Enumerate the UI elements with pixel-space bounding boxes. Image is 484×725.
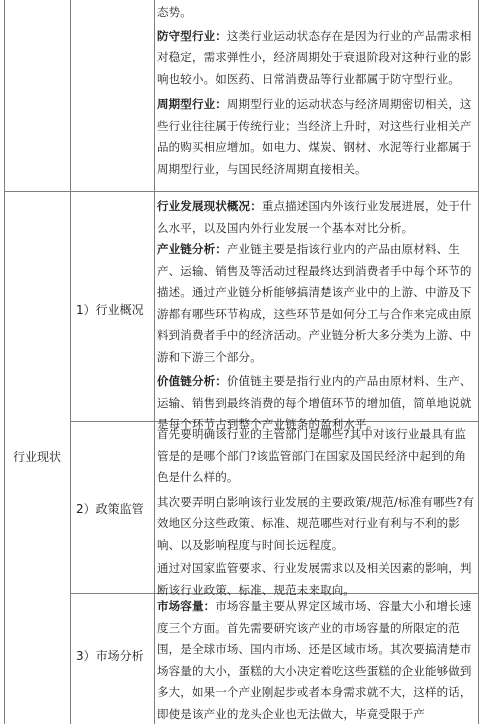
paragraph: 防守型行业：这类行业运动状态存在是因为行业的产品需求相对稳定，需求弹性小，经济周期处于衰退阶段对这种行业的影响也较小。如医药、日常消费品等行业都属于防守型行业。 xyxy=(157,28,472,86)
table-divider-section xyxy=(70,0,71,724)
section-label: 行业现状 xyxy=(13,450,62,464)
paragraph: 周期型行业：周期型行业的运动状态与经济周期密切相关，这些行业往往属于传统行业；当经济上升时，对这些行业相关产品的购买相应增加。如电力、煤炭、钢材、水泥等行业都属于周期型行业，与国民经济周期直接相关。 xyxy=(157,97,472,176)
paragraph: 其次要弄明白影响该行业发展的主要政策/规范/标准有哪些?有效地区分这些政策、标准、规范哪些对行业有利与不利的影响、以及影响程度与时间长远程度。 xyxy=(157,494,475,552)
row-label-market: 3）市场分析 xyxy=(76,649,144,663)
cell-top-content xyxy=(157,2,475,180)
paragraph: 产业链分析：产业链主要是指该行业内的产品由原材料、生产、运输、销售及等活动过程最终达到消费者手中每个环节的描述。通过产业链分析能够搞清楚该产业中的上游、中游及下游都有哪些环节构成，这些环节是如何分工与合作来完成由原料到消费者手中的经济活动。产业链分析大多分类为上游、中游和下游三个部分。 xyxy=(157,242,472,364)
cell-overview-content xyxy=(157,196,475,436)
cell-market-content xyxy=(157,596,475,725)
table-divider-label xyxy=(154,0,155,724)
paragraph: 行业发展现状概况：重点描述国内外该行业发展进展，处于什么水平，以及国内外行业发展一个基本对比分析。 xyxy=(157,199,472,235)
row-label-overview: 1）行业概况 xyxy=(76,303,144,317)
paragraph: 首先要明确该行业的主管部门是哪些?其中对该行业最具有监管是的是哪个部门?该监管部门在国家及国民经济中起到的角色是什么样的。 xyxy=(157,427,467,484)
table-border-right xyxy=(478,0,479,724)
paragraph: 通过对国家监管要求、行业发展需求以及相关因素的影响，判断该行业政策、标准、规范未来取向。 xyxy=(157,561,472,597)
paragraph: 价值链分析：价值链主要是指行业内的产品由原材料、生产、运输、销售到最终消费的每个增值环节的增加值，简单地说就是每个环节占到整个产业链条的盈利水平。 xyxy=(157,374,472,431)
paragraph: 市场容量：市场容量主要从界定区域市场、容量大小和增长速度三个方面。首先需要研究该产业的市场容量的所限定的范围，是全球市场、国内市场、还是区域市场。其次要搞清楚市场容量的大小，蛋糕的大小决定着吃这些蛋糕的企业能够做到多大，如果一个产业刚起步或者本身需求就不大，这样的话，即使是该产业的龙头企业也无法做大，毕竟受限于产 xyxy=(157,599,472,721)
cell-regulation-content xyxy=(157,424,475,601)
paragraph: 态势。 xyxy=(157,5,192,19)
row-divider-top xyxy=(4,191,479,192)
row-label-regulation: 2）政策监管 xyxy=(76,502,144,516)
table-border-left xyxy=(4,0,5,724)
